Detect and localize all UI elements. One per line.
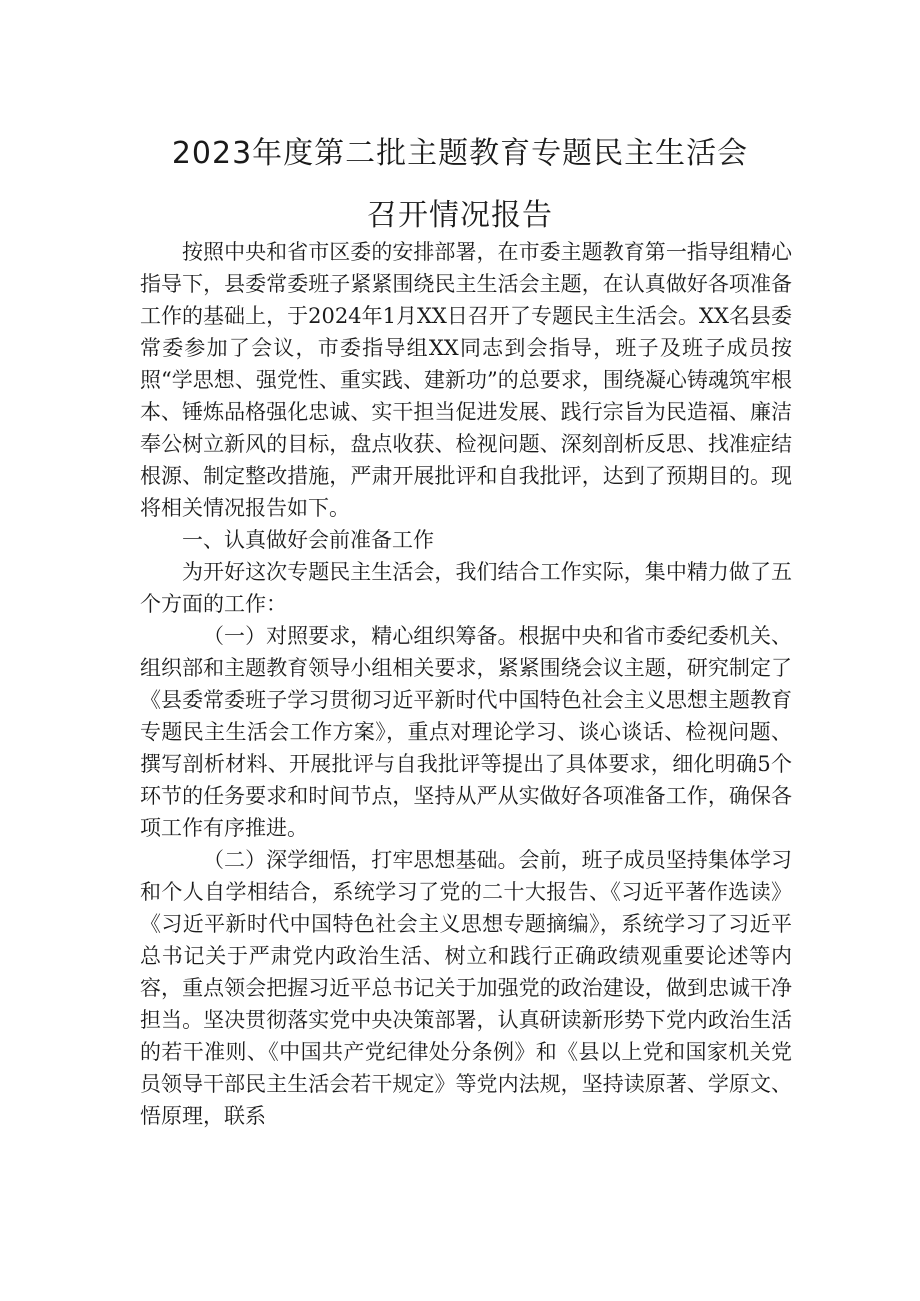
- document-title-line-2: 召开情况报告: [367, 198, 553, 233]
- document-title-line-1: 2023年度第二批主题教育专题民主生活会: [171, 136, 749, 171]
- document-body: [140, 236, 792, 1132]
- section-heading-1: 一、认真做好会前准备工作: [182, 528, 434, 552]
- subsection-paragraph-2: （二）深学细悟，打牢思想基础。会前，班子成员坚持集体学习和个人自学相结合，系统学习了党的二十大报告、《习近平著作选读》《习近平新时代中国特色社会主义思想专题摘编》，系统学习了习近平总书记关于严肃党内政治生活、树立和践行正确政绩观重要论述等内容，重点领会把握习近平总书记关于加强党的政治建设，做到忠诚干净担当。坚决贯彻落实党中央决策部署，认真研读新形势下党内政治生活的若干准则、《中国共产党纪律处分条例》和《县以上党和国家机关党员领导干部民主生活会若干规定》等党内法规，坚持读原著、学原文、悟原理，联系: [140, 848, 792, 1128]
- subsection-paragraph-1: （一）对照要求，精心组织筹备。根据中央和省市委纪委机关、组织部和主题教育领导小组相关要求，紧紧围绕会议主题，研究制定了《县委常委班子学习贯彻习近平新时代中国特色社会主义思想主题教育专题民主生活会工作方案》，重点对理论学习、谈心谈话、检视问题、撰写剖析材料、开展批评与自我批评等提出了具体要求，细化明确5个环节的任务要求和时间节点，坚持从严从实做好各项准备工作，确保各项工作有序推进。: [140, 624, 792, 840]
- section-intro-paragraph: 为开好这次专题民主生活会，我们结合工作实际，集中精力做了五个方面的工作：: [140, 560, 792, 616]
- intro-paragraph: 按照中央和省市区委的安排部署，在市委主题教育第一指导组精心指导下，县委常委班子紧紧围绕民主生活会主题，在认真做好各项准备工作的基础上，于2024年1月XX日召开了专题民主生活会。XX名县委常委参加了会议，市委指导组XX同志到会指导，班子及班子成员按照“学思想、强党性、重实践、建新功”的总要求，围绕凝心铸魂筑牢根本、锤炼品格强化忠诚、实干担当促进发展、践行宗旨为民造福、廉洁奉公树立新风的目标，盘点收获、检视问题、深刻剖析反思、找准症结根源、制定整改措施，严肃开展批评和自我批评，达到了预期目的。现将相关情况报告如下。: [140, 240, 792, 520]
